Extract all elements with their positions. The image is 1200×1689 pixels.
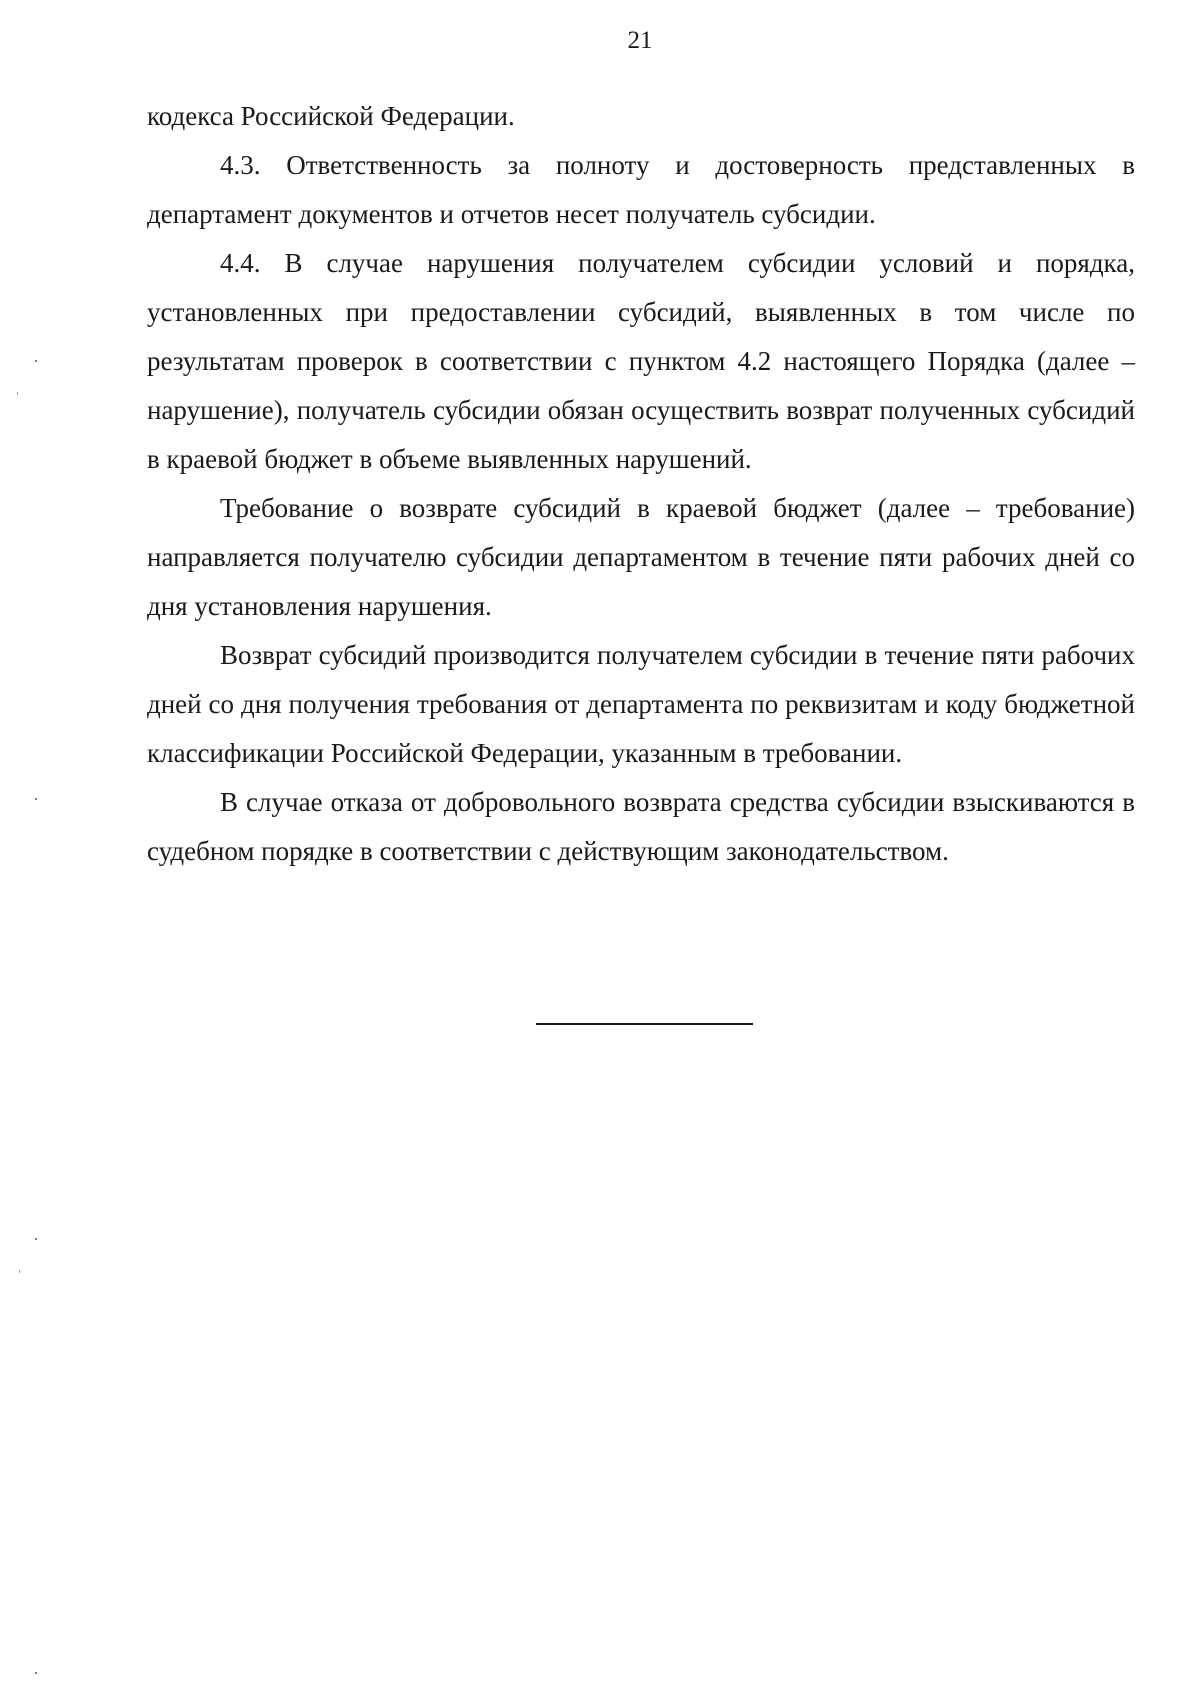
scan-margin-mark (35, 360, 37, 362)
scan-margin-mark (35, 798, 37, 800)
paragraph-continuation: кодекса Российской Федерации. (147, 101, 515, 131)
scan-margin-mark (35, 1672, 37, 1674)
scan-margin-mark (19, 1270, 20, 1273)
paragraph-refund: Возврат субсидий производится получателем субсидии в течение пяти рабочих дней со дня получения требования от департамента по реквизитам и коду бюджетной классификации Российской Федерации, указанным в требовании. (147, 640, 1135, 768)
paragraph-demand: Требование о возврате субсидий в краевой бюджет (далее – требование) направляется получателю субсидии департаментом в течение пяти рабочих дней со дня установления нарушения. (147, 493, 1135, 621)
page-number: 21 (627, 27, 653, 54)
document-body (147, 92, 1135, 876)
paragraph-4-3: 4.3. Ответственность за полноту и достоверность представленных в департамент документов и отчетов несет получатель субсидии. (147, 150, 1135, 229)
scan-margin-mark (35, 1238, 37, 1240)
paragraph-refusal: В случае отказа от добровольного возврата средства субсидии взыскиваются в судебном порядке в соответствии с действующим законодательством. (147, 787, 1135, 866)
paragraph-4-4: 4.4. В случае нарушения получателем субсидии условий и порядка, установленных при предоставлении субсидий, выявленных в том числе по результатам проверок в соответствии с пунктом 4.2 настоящего Порядка (далее – нарушение), получатель субсидии обязан осуществить возврат полученных субсидий в краевой бюджет в объеме выявленных нарушений. (147, 248, 1135, 474)
scan-margin-mark (17, 392, 18, 395)
end-of-document-rule (536, 1023, 753, 1025)
